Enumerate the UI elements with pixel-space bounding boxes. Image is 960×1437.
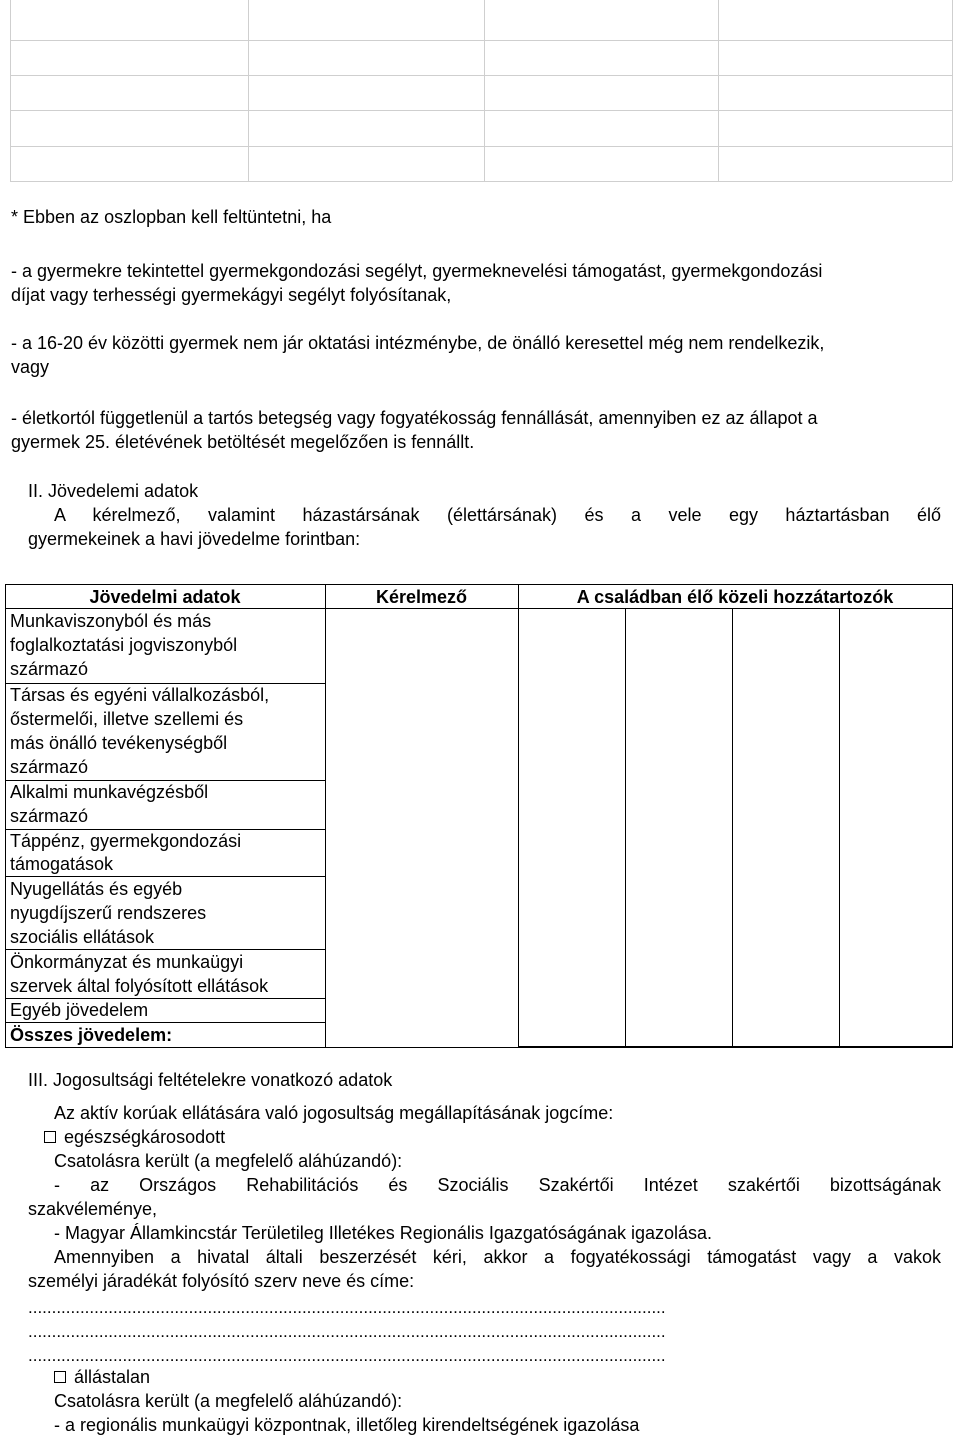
legal-basis-label: Az aktív korúak ellátására való jogosultság megállapításának jogcíme: — [54, 1103, 614, 1123]
table-row-label: őstermelői, illetve szellemi és — [10, 709, 244, 729]
table-header-family-members: A családban élő közeli hozzátartozók — [576, 587, 894, 607]
section-2-paragraph-line-1: A kérelmező, valamint házastársának (élettársának) és a vele egy háztartásban élő — [54, 505, 941, 525]
fill-in-dots-line[interactable]: ....................................................................................................................................... — [28, 1298, 666, 1317]
fill-in-dots-line[interactable]: ....................................................................................................................................... — [28, 1346, 666, 1365]
table-row-label: Alkalmi munkavégzésből — [10, 782, 209, 802]
checkbox-icon[interactable] — [44, 1131, 56, 1143]
footnote-item-2-line-2: vagy — [11, 357, 50, 377]
attachment-1-item-2: - Magyar Államkincstár Területileg Illetékes Regionális Igazgatóságának igazolása. — [54, 1223, 713, 1243]
table-row-label: származó — [10, 757, 89, 777]
attachment-2-item-1: - a regionális munkaügyi központnak, illetőleg kirendeltségének igazolása — [54, 1415, 640, 1435]
footnote-item-2-line-1: - a 16-20 év közötti gyermek nem jár oktatási intézménybe, de önálló keresettel még nem rendelkezik, — [11, 333, 825, 353]
section-2-paragraph-line-2: gyermekeinek a havi jövedelme forintban: — [28, 529, 361, 549]
table-row-label: foglalkoztatási jogviszonyból — [10, 635, 238, 655]
table-row-label: származó — [10, 659, 89, 679]
table-header-income-data: Jövedelmi adatok — [89, 587, 241, 607]
attachment-label-2: Csatolásra került (a megfelelő aláhúzandó): — [54, 1391, 403, 1411]
table-row-label: Munkaviszonyból és más — [10, 611, 212, 631]
table-row-label: Táppénz, gyermekgondozási — [10, 831, 242, 851]
fill-in-dots-line[interactable]: ....................................................................................................................................... — [28, 1322, 666, 1341]
table-row-label: Nyugellátás és egyéb — [10, 879, 183, 899]
table-header-applicant: Kérelmező — [375, 587, 468, 607]
attachment-1-item-1-line-2: szakvéleménye, — [28, 1199, 158, 1219]
request-line-2: személyi járadékát folyósító szerv neve és címe: — [28, 1271, 415, 1291]
option-health-impaired-label: egészségkárosodott — [64, 1127, 226, 1147]
section-2-heading: II. Jövedelemi adatok — [28, 481, 199, 501]
table-row-label: szociális ellátások — [10, 927, 155, 947]
section-3-heading: III. Jogosultsági feltételekre vonatkozó adatok — [28, 1070, 393, 1090]
attachment-1-item-1-line-1: - az Országos Rehabilitációs és Szociális Szakértői Intézet szakértői bizottságának — [54, 1175, 941, 1195]
table-total-label: Összes jövedelem: — [10, 1025, 173, 1045]
table-row-label: származó — [10, 806, 89, 826]
footnote-item-3-line-2: gyermek 25. életévének betöltését megelőzően is fennállt. — [11, 432, 475, 452]
footnote-item-3-line-1: - életkortól függetlenül a tartós betegség vagy fogyatékosság fennállását, amennyiben ez az állapot a — [11, 408, 818, 428]
table-row-label: szervek által folyósított ellátások — [10, 976, 269, 996]
table-row-label: más önálló tevékenységből — [10, 733, 228, 753]
option-health-impaired[interactable] — [44, 1125, 225, 1149]
footnote-item-1-line-2: díjat vagy terhességi gyermekágyi segélyt folyósítanak, — [11, 285, 452, 305]
option-unemployed[interactable] — [54, 1365, 150, 1389]
table-row-label: támogatások — [10, 854, 114, 874]
table-row-label: nyugdíjszerű rendszeres — [10, 903, 207, 923]
table-row-label: Önkormányzat és munkaügyi — [10, 952, 244, 972]
option-unemployed-label: állástalan — [74, 1367, 151, 1387]
footnote-item-1-line-1: - a gyermekre tekintettel gyermekgondozási segélyt, gyermeknevelési támogatást, gyermekgondozási — [11, 261, 823, 281]
request-line-1: Amennyiben a hivatal általi beszerzését kéri, akkor a fogyatékossági támogatást vagy a vakok — [54, 1247, 941, 1267]
checkbox-icon[interactable] — [54, 1371, 66, 1383]
table-row-label: Egyéb jövedelem — [10, 1000, 149, 1020]
footnote-intro: * Ebben az oszlopban kell feltüntetni, ha — [11, 207, 332, 227]
table-row-label: Társas és egyéni vállalkozásból, — [10, 685, 270, 705]
attachment-label-1: Csatolásra került (a megfelelő aláhúzandó): — [54, 1151, 403, 1171]
